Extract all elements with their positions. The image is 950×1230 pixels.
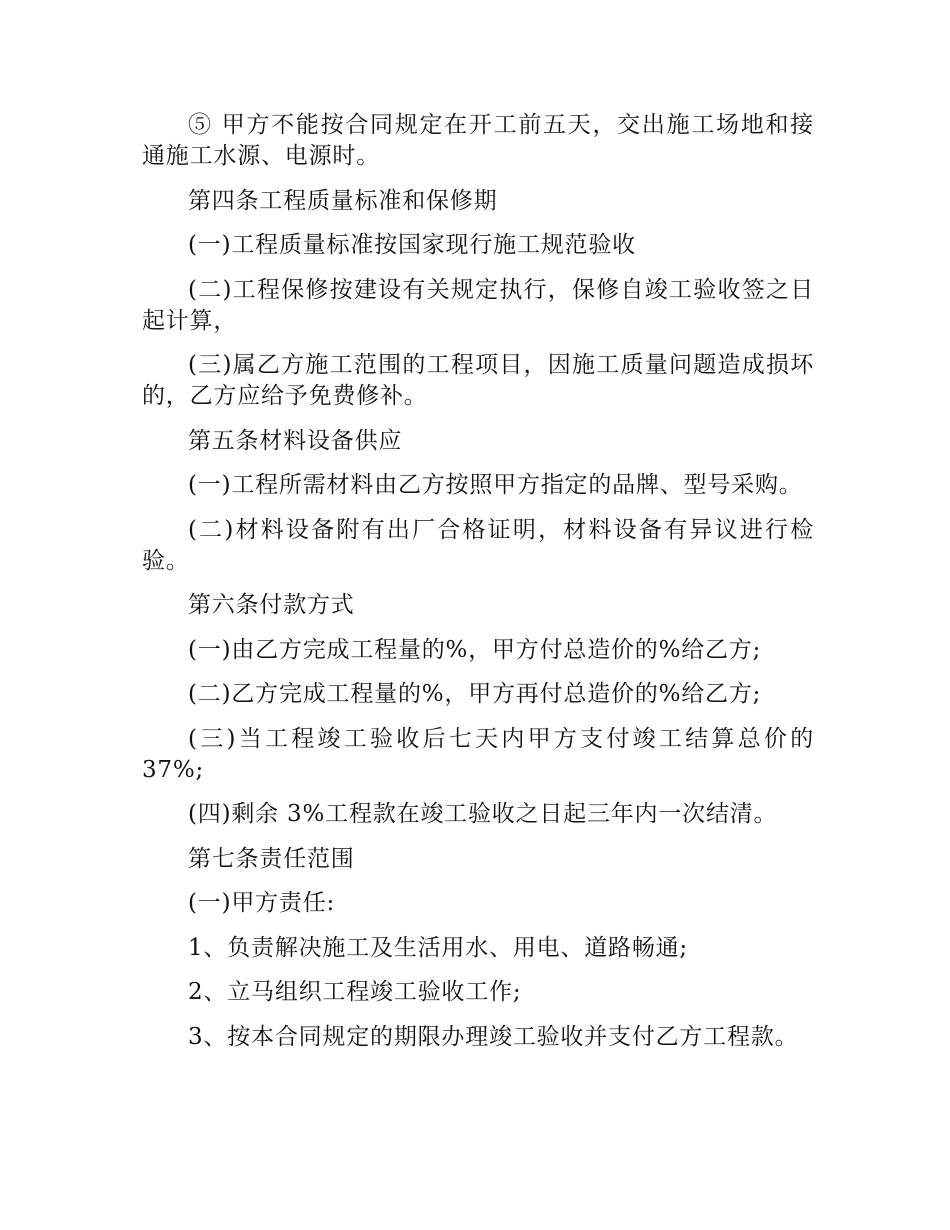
- article-6-item-1: (一)由乙方完成工程量的%，甲方付总造价的%给乙方;: [188, 636, 762, 663]
- article-6-item-4: (四)剩余 3%工程款在竣工验收之日起三年内一次结清。: [188, 801, 778, 827]
- article-7-party-a-item-1: 1、负责解决施工及生活用水、用电、道路畅通;: [188, 934, 688, 961]
- article-4-item-2: (二)工程保修按建设有关规定执行，保修自竣工验收签之日起计算，: [142, 276, 814, 334]
- clause-item-5-paragraph: ⑤ 甲方不能按合同规定在开工前五天，交出施工场地和接通施工水源、电源时。: [142, 112, 814, 169]
- document-page: [142, 110, 814, 1066]
- article-5-heading: 第五条材料设备供应: [188, 427, 403, 454]
- article-4-heading: 第四条工程质量标准和保修期: [188, 187, 498, 214]
- article-4-item-1: (一)工程质量标准按国家现行施工规范验收: [188, 232, 636, 258]
- article-6-heading: 第六条付款方式: [188, 592, 355, 618]
- article-4-item-3: (三)属乙方施工范围的工程项目，因施工质量问题造成损坏的，乙方应给予免费修补。: [142, 352, 814, 409]
- article-6-item-3: (三)当工程竣工验收后七天内甲方支付竣工结算总价的37%;: [142, 725, 814, 783]
- article-7-party-a-heading: (一)甲方责任:: [188, 890, 336, 916]
- article-6-item-2: (二)乙方完成工程量的%，甲方再付总造价的%给乙方;: [188, 681, 762, 707]
- article-7-party-a-item-3: 3、按本合同规定的期限办理竣工验收并支付乙方工程款。: [188, 1023, 799, 1050]
- article-7-party-a-item-2: 2、立马组织工程竣工验收工作;: [188, 979, 522, 1005]
- article-5-item-1: (一)工程所需材料由乙方按照甲方指定的品牌、型号采购。: [188, 472, 803, 498]
- article-7-heading: 第七条责任范围: [188, 845, 355, 872]
- article-5-item-2: (二)材料设备附有出厂合格证明，材料设备有异议进行检验。: [142, 516, 814, 574]
